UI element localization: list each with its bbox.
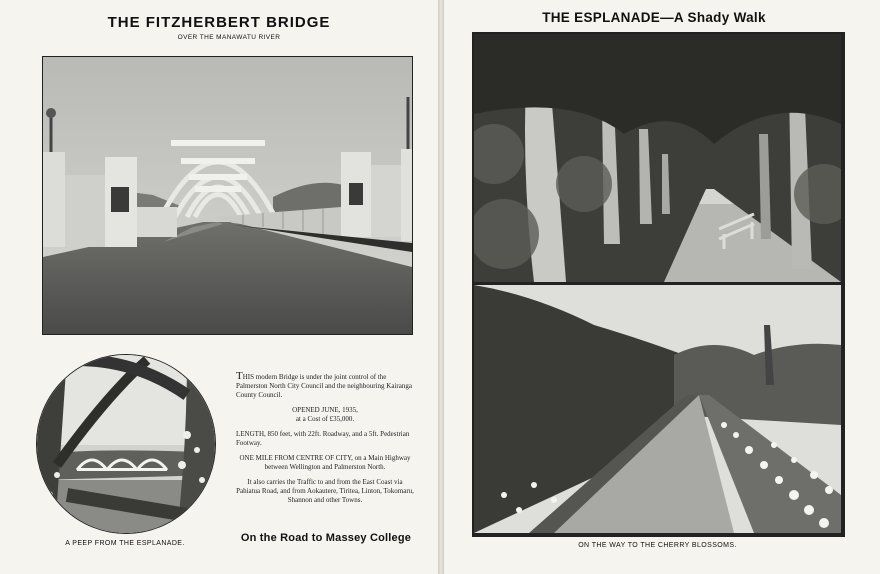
- peep-caption: A PEEP FROM THE ESPLANADE.: [65, 540, 185, 547]
- cherry-blossom-path-photo: [474, 285, 841, 533]
- distance-paragraph: ONE MILE FROM CENTRE OF CITY, on a Main Highway between Wellington and Palmerston North.: [239, 454, 411, 471]
- esplanade-peep-photo: [36, 354, 216, 534]
- opened-paragraph: OPENED JUNE, 1935, at a Cost of £35,000.: [292, 406, 358, 423]
- drop-cap: T: [236, 370, 243, 382]
- esplanade-title: THE ESPLANADE—A Shady Walk: [542, 10, 766, 25]
- traffic-paragraph: It also carries the Traffic to and from the East Coast via Pahiatua Road, and from Aokautere, Tiritea, Linton, Tokomaru, Shannon and other Towns.: [236, 478, 414, 504]
- bridge-title: THE FITZHERBERT BRIDGE: [107, 14, 331, 31]
- bridge-subtitle: OVER THE MANAWATU RIVER: [177, 34, 281, 41]
- cherry-caption: ON THE WAY TO THE CHERRY BLOSSOMS.: [578, 542, 737, 549]
- bridge-description: [236, 372, 414, 511]
- massey-footer-title: On the Road to Massey College: [240, 532, 412, 544]
- bridge-photo: [42, 56, 413, 335]
- intro-paragraph: THIS modern Bridge is under the joint control of the Palmerston North City Council and the neighbouring Kairanga County Council.: [236, 370, 412, 399]
- length-paragraph: LENGTH, 850 feet, with 22ft. Roadway, and a 5ft. Pedestrian Footway.: [236, 430, 410, 447]
- shady-walk-photo: [474, 34, 841, 282]
